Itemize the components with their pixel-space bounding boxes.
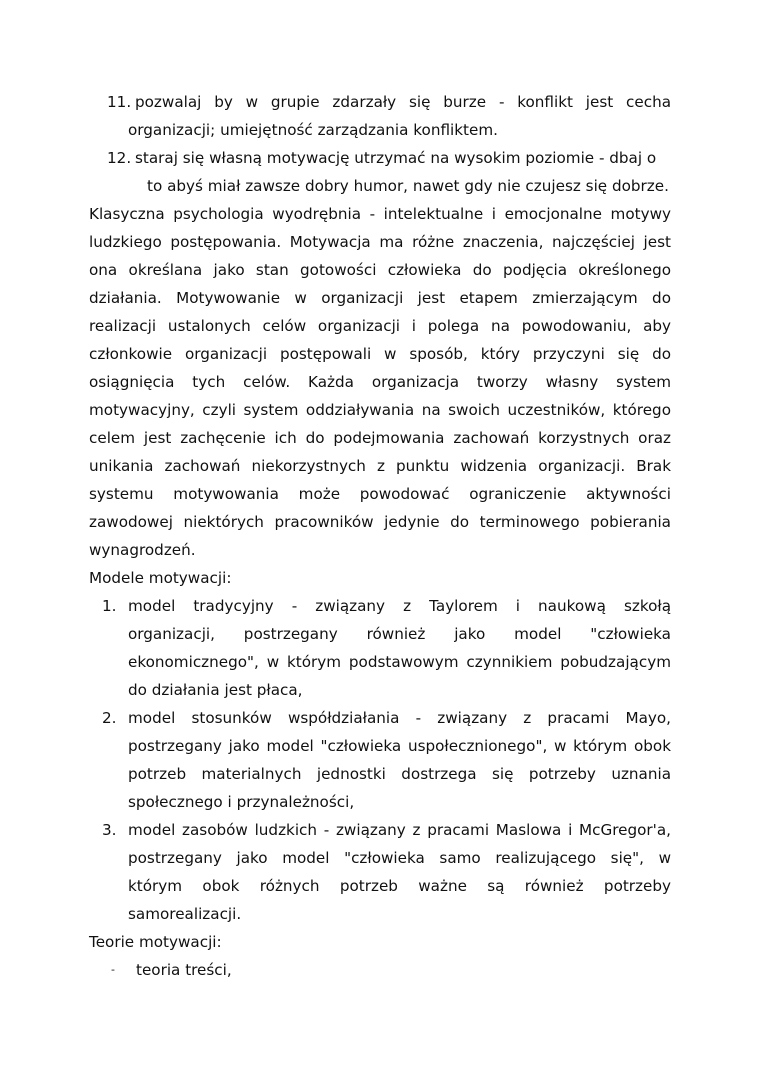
- list-number: 2.: [102, 709, 117, 727]
- list-line: ekonomicznego", w którym podstawowym czynnikiem pobudzającym: [128, 653, 671, 671]
- paragraph-line: działania. Motywowanie w organizacji jest etapem zmierzającym do: [89, 289, 671, 307]
- paragraph-line: realizacji ustalonych celów organizacji i polega na powodowaniu, aby: [89, 317, 671, 335]
- model-item-2: [89, 704, 671, 816]
- paragraph-line: unikania zachowań niekorzystnych z punktu widzenia organizacji. Brak: [89, 457, 671, 475]
- list-line: organizacji; umiejętność zarządzania konfliktem.: [128, 121, 498, 139]
- paragraph-line: celem jest zachęcenie ich do podejmowania zachowań korzystnych oraz: [89, 429, 671, 447]
- list-number: 1.: [102, 597, 117, 615]
- paragraph-line: ona określana jako stan gotowości człowieka do podjęcia określonego: [89, 261, 671, 279]
- paragraph-line: ludzkiego postępowania. Motywacja ma różne znaczenia, najczęściej jest: [89, 233, 671, 251]
- list-line: postrzegany jako model "człowieka samo realizującego się", w: [128, 849, 671, 867]
- list-line: społecznego i przynależności,: [128, 793, 355, 811]
- list-number: 12.: [107, 149, 132, 167]
- list-number: 11.: [107, 93, 132, 111]
- paragraph-line: członkowie organizacji postępowali w sposób, który przyczyni się do: [89, 345, 671, 363]
- document-page: [89, 88, 671, 984]
- list-number: 3.: [102, 821, 117, 839]
- paragraph-line: osiągnięcia tych celów. Każda organizacja tworzy własny system: [89, 373, 671, 391]
- theory-item: [89, 956, 671, 984]
- paragraph-line: wynagrodzeń.: [89, 541, 196, 559]
- list-line: potrzeb materialnych jednostki dostrzega się potrzeby uznania: [128, 765, 671, 783]
- list-line: organizacji, postrzegany również jako model "człowieka: [128, 625, 671, 643]
- paragraph: [89, 200, 671, 564]
- list-line: model stosunków współdziałania - związany z pracami Mayo,: [128, 709, 671, 727]
- theories-heading: Teorie motywacji:: [89, 933, 222, 951]
- paragraph-line: motywacyjny, czyli system oddziaływania na swoich uczestników, którego: [89, 401, 671, 419]
- model-item-3: [89, 816, 671, 928]
- list-item-12: [89, 144, 671, 200]
- paragraph-line: systemu motywowania może powodować ograniczenie aktywności: [89, 485, 671, 503]
- list-line: do działania jest płaca,: [128, 681, 303, 699]
- theory-text: teoria treści,: [136, 961, 232, 979]
- list-line: samorealizacji.: [128, 905, 242, 923]
- list-line: model tradycyjny - związany z Taylorem i naukową szkołą: [128, 597, 671, 615]
- models-heading: Modele motywacji:: [89, 569, 232, 587]
- list-item-11: [89, 88, 671, 144]
- paragraph-line: Klasyczna psychologia wyodrębnia - intelektualne i emocjonalne motywy: [89, 205, 671, 223]
- list-line: pozwalaj by w grupie zdarzały się burze - konflikt jest cecha: [135, 93, 671, 111]
- list-line: to abyś miał zawsze dobry humor, nawet gdy nie czujesz się dobrze.: [147, 177, 669, 195]
- list-line: którym obok różnych potrzeb ważne są również potrzeby: [128, 877, 671, 895]
- list-line: model zasobów ludzkich - związany z pracami Maslowa i McGregor'a,: [128, 821, 671, 839]
- list-line: postrzegany jako model "człowieka uspołecznionego", w którym obok: [128, 737, 671, 755]
- dash-bullet-icon: -: [111, 963, 115, 976]
- paragraph-line: zawodowej niektórych pracowników jedynie do terminowego pobierania: [89, 513, 671, 531]
- list-line: staraj się własną motywację utrzymać na wysokim poziomie - dbaj o: [135, 149, 657, 167]
- model-item-1: [89, 592, 671, 704]
